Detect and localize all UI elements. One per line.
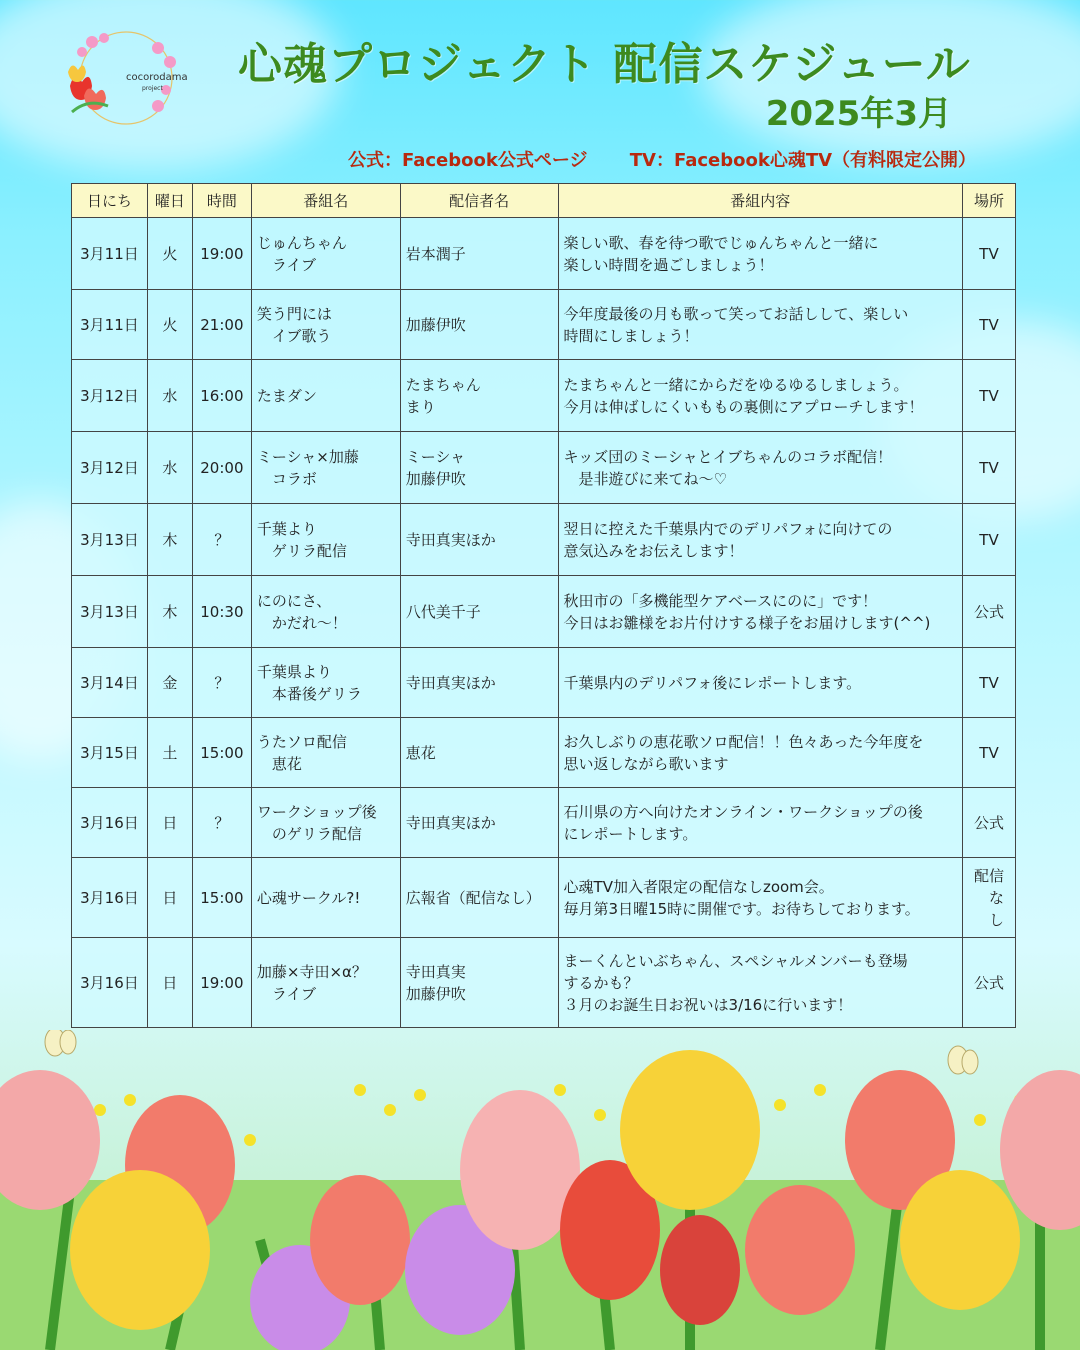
cell-day: 木 [147, 504, 192, 576]
cell-content: 石川県の方へ向けたオンライン・ワークショップの後 にレポートします。 [558, 788, 962, 858]
cell-content: お久しぶりの恵花歌ソロ配信！！色々あった今年度を 思い返しながら歌います [558, 718, 962, 788]
table-row [72, 648, 1016, 718]
cell-place: TV [963, 718, 1016, 788]
cell-day: 木 [147, 576, 192, 648]
cell-day: 日 [147, 858, 192, 938]
cell-content: 楽しい歌、春を待つ歌でじゅんちゃんと一緒に 楽しい時間を過ごしましょう！ [558, 218, 962, 290]
cell-date: 3月11日 [72, 290, 148, 360]
cell-program: 千葉より ゲリラ配信 [251, 504, 400, 576]
cell-content: たまちゃんと一緒にからだをゆるゆるしましょう。 今月は伸ばしにくいももの裏側にアプローチします！ [558, 360, 962, 432]
tulip-icon [68, 65, 108, 112]
cell-date: 3月16日 [72, 788, 148, 858]
table-row [72, 788, 1016, 858]
cell-program: 千葉県より 本番後ゲリラ [251, 648, 400, 718]
header-streamer: 配信者名 [400, 184, 558, 218]
cell-streamer: 寺田真実ほか [400, 788, 558, 858]
table-row [72, 432, 1016, 504]
table-row [72, 290, 1016, 360]
table-row [72, 504, 1016, 576]
cell-day: 土 [147, 718, 192, 788]
cell-place: 公式 [963, 576, 1016, 648]
cell-time: ？ [192, 648, 251, 718]
cell-day: 日 [147, 788, 192, 858]
cell-streamer: 八代美千子 [400, 576, 558, 648]
cell-streamer: 寺田真実ほか [400, 648, 558, 718]
legend-tv: TV：Facebook心魂TV（有料限定公開） [629, 150, 977, 171]
cell-place: 配信 な し [963, 858, 1016, 938]
schedule-table [71, 183, 1016, 1028]
cell-place: TV [963, 290, 1016, 360]
cell-streamer: ミーシャ 加藤伊吹 [400, 432, 558, 504]
cell-content: 翌日に控えた千葉県内でのデリパフォに向けての 意気込みをお伝えします！ [558, 504, 962, 576]
cell-time: 19:00 [192, 938, 251, 1028]
cell-day: 火 [147, 218, 192, 290]
cell-streamer: 広報省（配信なし） [400, 858, 558, 938]
header-date: 日にち [72, 184, 148, 218]
tulip-field-decoration [0, 1030, 1080, 1350]
cell-time: 20:00 [192, 432, 251, 504]
header-program: 番組名 [251, 184, 400, 218]
cell-time: 10:30 [192, 576, 251, 648]
butterfly-icon [45, 1030, 978, 1074]
cell-place: TV [963, 218, 1016, 290]
cell-content: キッズ団のミーシャとイブちゃんのコラボ配信！ 是非遊びに来てね～♡ [558, 432, 962, 504]
cell-program: たまダン [251, 360, 400, 432]
cell-program: 笑う門には イブ歌う [251, 290, 400, 360]
cell-day: 金 [147, 648, 192, 718]
cell-place: TV [963, 432, 1016, 504]
legend [348, 146, 1028, 172]
cell-time: 16:00 [192, 360, 251, 432]
header-place: 場所 [963, 184, 1016, 218]
cell-content: 秋田市の「多機能型ケアベースにのに」です！ 今日はお雛様をお片付けする様子をお届けします(^^) [558, 576, 962, 648]
legend-official: 公式：Facebook公式ページ [348, 150, 588, 171]
table-row [72, 218, 1016, 290]
cell-date: 3月13日 [72, 504, 148, 576]
cell-program: にのにさ、 かだれ～！ [251, 576, 400, 648]
cell-streamer: 岩本潤子 [400, 218, 558, 290]
cell-streamer: 寺田真実ほか [400, 504, 558, 576]
table-header-row [72, 184, 1016, 218]
cell-program: じゅんちゃん ライブ [251, 218, 400, 290]
cell-streamer: たまちゃん まり [400, 360, 558, 432]
cell-date: 3月12日 [72, 432, 148, 504]
cell-date: 3月14日 [72, 648, 148, 718]
cell-date: 3月16日 [72, 938, 148, 1028]
schedule-month: 2025年3月 [765, 94, 952, 134]
cell-day: 火 [147, 290, 192, 360]
header-content: 番組内容 [558, 184, 962, 218]
cell-date: 3月12日 [72, 360, 148, 432]
page-title: 心魂プロジェクト 配信スケジュール [238, 39, 971, 90]
cell-day: 水 [147, 432, 192, 504]
table-row [72, 858, 1016, 938]
cell-date: 3月16日 [72, 858, 148, 938]
header-time: 時間 [192, 184, 251, 218]
cell-time: 21:00 [192, 290, 251, 360]
cell-program: 加藤×寺田×α？ ライブ [251, 938, 400, 1028]
cell-date: 3月13日 [72, 576, 148, 648]
cell-program: ミーシャ×加藤 コラボ [251, 432, 400, 504]
cell-day: 水 [147, 360, 192, 432]
cell-time: ？ [192, 504, 251, 576]
cell-place: 公式 [963, 788, 1016, 858]
cell-content: 千葉県内のデリパフォ後にレポートします。 [558, 648, 962, 718]
cell-date: 3月11日 [72, 218, 148, 290]
cocorodama-logo [62, 28, 188, 128]
cell-program: 心魂サークル?! [251, 858, 400, 938]
table-row [72, 576, 1016, 648]
cell-program: ワークショップ後 のゲリラ配信 [251, 788, 400, 858]
cell-place: 公式 [963, 938, 1016, 1028]
table-row [72, 938, 1016, 1028]
cell-time: 19:00 [192, 218, 251, 290]
cell-time: 15:00 [192, 718, 251, 788]
cell-content: 今年度最後の月も歌って笑ってお話しして、楽しい 時間にしましょう！ [558, 290, 962, 360]
cell-streamer: 恵花 [400, 718, 558, 788]
cell-time: 15:00 [192, 858, 251, 938]
cell-program: うたソロ配信 恵花 [251, 718, 400, 788]
cell-streamer: 寺田真実 加藤伊吹 [400, 938, 558, 1028]
logo-subtext: project [142, 85, 163, 92]
table-row [72, 718, 1016, 788]
cell-place: TV [963, 648, 1016, 718]
cell-date: 3月15日 [72, 718, 148, 788]
cell-content: 心魂TV加入者限定の配信なしzoom会。 毎月第3日曜15時に開催です。お待ちしております。 [558, 858, 962, 938]
logo-text: cocorodama [126, 72, 188, 83]
cell-place: TV [963, 360, 1016, 432]
cell-place: TV [963, 504, 1016, 576]
cell-time: ？ [192, 788, 251, 858]
header-day: 曜日 [147, 184, 192, 218]
table-row [72, 360, 1016, 432]
cell-streamer: 加藤伊吹 [400, 290, 558, 360]
cell-content: まーくんといぶちゃん、スペシャルメンバーも登場 するかも？ ３月のお誕生日お祝いは3/16に行います！ [558, 938, 962, 1028]
cell-day: 日 [147, 938, 192, 1028]
